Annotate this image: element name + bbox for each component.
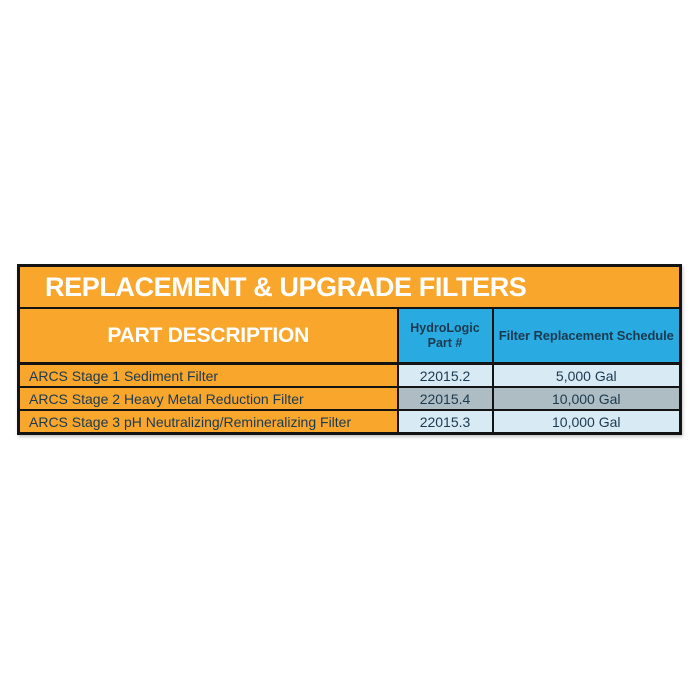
replacement-schedule-cell: 5,000 Gal xyxy=(493,364,681,388)
table-header-row xyxy=(19,308,681,364)
table-title: REPLACEMENT & UPGRADE FILTERS xyxy=(19,266,681,309)
part-description-cell: ARCS Stage 1 Sediment Filter xyxy=(19,364,398,388)
part-description-cell: ARCS Stage 3 pH Neutralizing/Remineralizing Filter xyxy=(19,410,398,434)
part-number-header-line1: HydroLogic xyxy=(410,320,480,335)
replacement-schedule-cell: 10,000 Gal xyxy=(493,387,681,410)
column-header-hydrologic-part-number xyxy=(398,308,493,364)
part-number-cell: 22015.3 xyxy=(398,410,493,434)
replacement-upgrade-filters-table xyxy=(17,264,682,435)
column-header-filter-replacement-schedule: Filter Replacement Schedule xyxy=(493,308,681,364)
part-number-cell: 22015.4 xyxy=(398,387,493,410)
part-number-cell: 22015.2 xyxy=(398,364,493,388)
replacement-schedule-cell: 10,000 Gal xyxy=(493,410,681,434)
table-row-stage1 xyxy=(19,364,681,388)
part-number-header-line2: Part # xyxy=(427,335,463,350)
column-header-part-description: PART DESCRIPTION xyxy=(19,308,398,364)
table-row-stage2 xyxy=(19,387,681,410)
part-description-cell: ARCS Stage 2 Heavy Metal Reduction Filter xyxy=(19,387,398,410)
table-row-stage3 xyxy=(19,410,681,434)
table-title-row xyxy=(19,266,681,309)
